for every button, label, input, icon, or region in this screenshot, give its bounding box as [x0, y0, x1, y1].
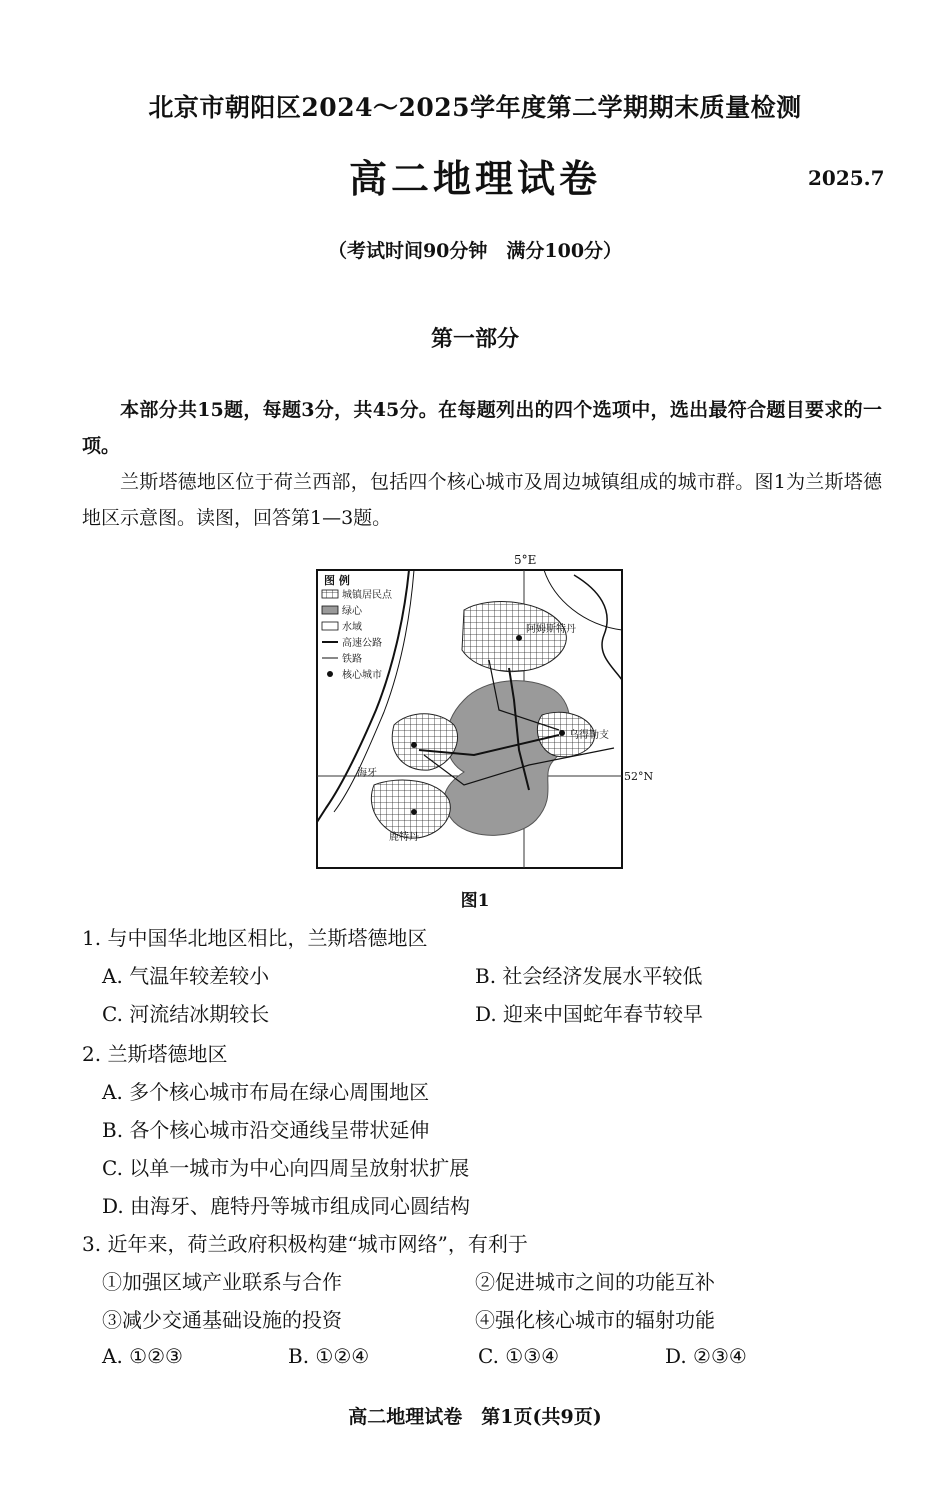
exam-title: 北京市朝阳区2024～2025学年度第二学期期末质量检测 — [148, 93, 802, 122]
legend-swatch-town — [322, 590, 338, 598]
section-title: 第一部分 — [430, 326, 519, 352]
legend-label-green-heart: 绿心 — [342, 606, 362, 617]
question-1-stem: 1. 与中国华北地区相比，兰斯塔德地区 — [82, 926, 428, 950]
city-label-hague: 海牙 — [357, 768, 377, 779]
question-3-option-a: A. ①②③ — [102, 1344, 183, 1368]
section-instruction: 本部分共15题，每题3分，共45分。在每题列出的四个选项中，选出最符合题目要求的一项。 — [82, 399, 882, 457]
figure-caption: 图1 — [460, 891, 490, 911]
question-3-option-d: D. ②③④ — [665, 1344, 747, 1368]
question-3-statement-2: ②促进城市之间的功能互补 — [475, 1270, 715, 1294]
lon-label: 5°E — [514, 553, 537, 567]
amsterdam-dot — [516, 635, 522, 641]
utrecht-dot — [559, 730, 565, 736]
question-1-option-a: A. 气温年较差较小 — [102, 964, 270, 988]
legend-swatch-core-city — [327, 671, 333, 677]
question-2-stem: 2. 兰斯塔德地区 — [82, 1042, 228, 1066]
city-label-utrecht: 乌得勒支 — [569, 730, 609, 741]
question-3-statement-1: ①加强区域产业联系与合作 — [102, 1270, 342, 1294]
legend-swatch-green-heart — [322, 606, 338, 614]
question-1-option-b: B. 社会经济发展水平较低 — [475, 964, 703, 988]
legend-label-water: 水域 — [342, 622, 362, 633]
question-1-option-d: D. 迎来中国蛇年春节较早 — [475, 1002, 704, 1026]
exam-info: （考试时间90分钟 满分100分） — [327, 240, 623, 262]
legend-title: 图 例 — [324, 574, 350, 587]
lat-label: 52°N — [624, 770, 654, 783]
paper-title: 高二地理试卷 — [348, 156, 601, 201]
page-footer: 高二地理试卷 第1页(共9页) — [348, 1406, 602, 1428]
question-3-statement-3: ③减少交通基础设施的投资 — [102, 1308, 342, 1332]
hague-dot — [411, 742, 417, 748]
map-svg — [314, 550, 659, 870]
ranstad-map-figure — [314, 550, 659, 870]
question-2-option-d: D. 由海牙、鹿特丹等城市组成同心圆结构 — [102, 1194, 471, 1218]
legend-label-core-city: 核心城市 — [342, 670, 382, 681]
city-label-amsterdam: 阿姆斯特丹 — [526, 624, 576, 635]
intro-paragraph: 兰斯塔德地区位于荷兰西部，包括四个核心城市及周边城镇组成的城市群。图1为兰斯塔德地区示意图。读图，回答第1—3题。 — [82, 471, 882, 529]
legend-label-town: 城镇居民点 — [342, 590, 392, 601]
legend-label-highway: 高速公路 — [342, 638, 382, 649]
exam-date: 2025.7 — [808, 166, 885, 190]
question-3-stem: 3. 近年来，荷兰政府积极构建“城市网络”，有利于 — [82, 1232, 528, 1256]
question-3-statement-4: ④强化核心城市的辐射功能 — [475, 1308, 715, 1332]
city-label-rotterdam: 鹿特丹 — [389, 832, 419, 843]
question-2-option-c: C. 以单一城市为中心向四周呈放射状扩展 — [102, 1156, 470, 1180]
question-2-option-a: A. 多个核心城市布局在绿心周围地区 — [102, 1080, 430, 1104]
question-3-option-b: B. ①②④ — [288, 1344, 370, 1368]
legend-label-railway: 铁路 — [342, 654, 362, 665]
rotterdam-dot — [411, 809, 417, 815]
question-2-option-b: B. 各个核心城市沿交通线呈带状延伸 — [102, 1118, 430, 1142]
question-1-option-c: C. 河流结冰期较长 — [102, 1002, 270, 1026]
question-3-option-c: C. ①③④ — [478, 1344, 560, 1368]
legend-swatch-water — [322, 622, 338, 630]
